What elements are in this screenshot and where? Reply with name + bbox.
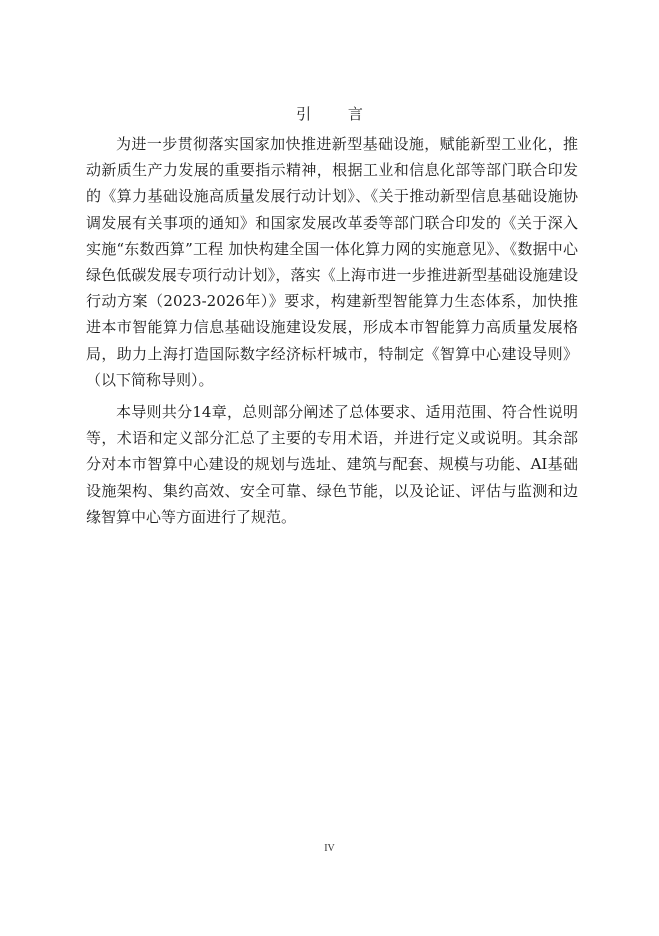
page-number: IV (324, 843, 335, 854)
body-text (86, 131, 578, 530)
paragraph-purpose: 为进一步贯彻落实国家加快推进新型基础设施，赋能新型工业化，推动新质生产力发展的重要指示精神，根据工业和信息化部等部门联合印发的《算力基础设施高质量发展行动计划》、《关于推动新型信息基础设施协调发展有关事项的通知》和国家发展改革委等部门联合印发的《关于深入实施“东数西算”工程 加快构建全国一体化算力网的实施意见》、《数据中心绿色低碳发展专项行动计划》，落实《上海市进一步推进新型基础设施建设行动方案（2023-2026年）》要求，构建新型智能算力生态体系，加快推进本市智能算力信息基础设施建设发展，形成本市智能算力高质量发展格局，助力上海打造国际数字经济标杆城市，特制定《智算中心建设导则》（以下简称导则）。 (86, 135, 578, 389)
section-title: 引 言 (296, 105, 379, 123)
paragraph-structure: 本导则共分14章，总则部分阐述了总体要求、适用范围、符合性说明等，术语和定义部分汇总了主要的专用术语，并进行定义或说明。其余部分对本市智算中心建设的规划与选址、建筑与配套、规模与功能、AI基础设施架构、集约高效、安全可靠、绿色节能，以及论证、评估与监测和边缘智算中心等方面进行了规范。 (86, 403, 578, 526)
